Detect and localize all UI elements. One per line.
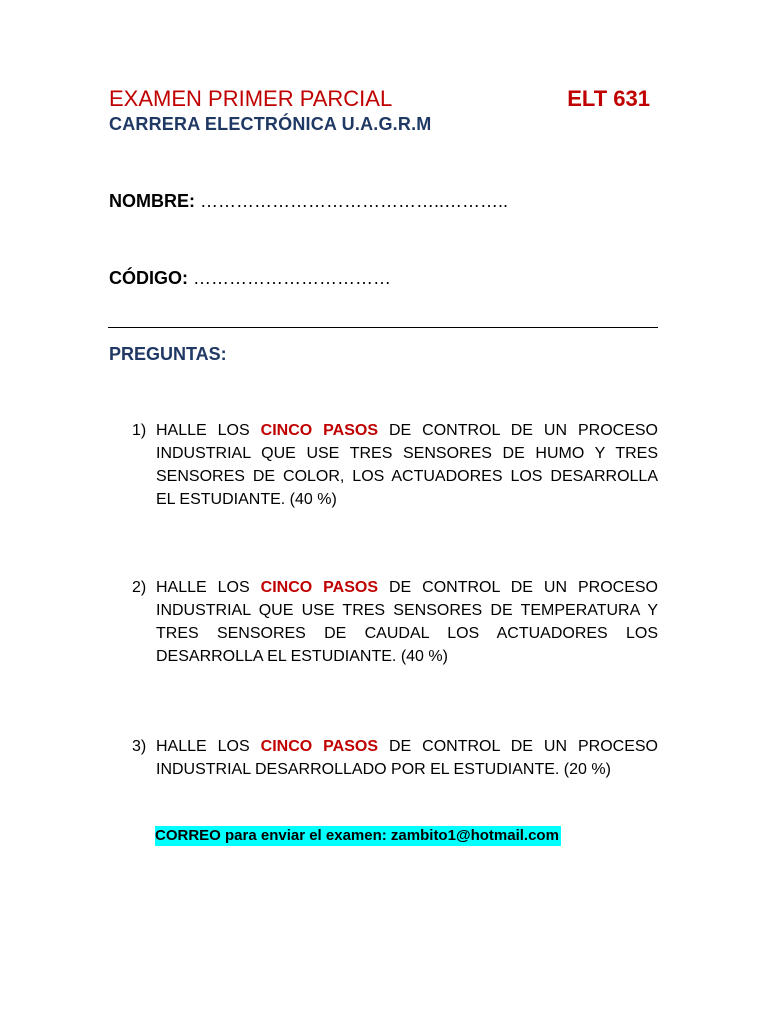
code-label: CÓDIGO: bbox=[109, 268, 188, 288]
question-text bbox=[156, 576, 658, 668]
question-item bbox=[132, 576, 658, 668]
name-field bbox=[109, 191, 508, 212]
question-text-end: DE CONTROL DE UN PROCESO INDUSTRIAL DESARROLLADO POR EL ESTUDIANTE. (20 %) bbox=[156, 738, 658, 778]
code-field bbox=[109, 268, 391, 289]
name-label: NOMBRE: bbox=[109, 191, 195, 211]
question-text-end: DE CONTROL DE UN PROCESO INDUSTRIAL QUE USE TRES SENSORES DE TEMPERATURA Y TRES SENSORES DE CAUDAL LOS ACTUADORES LOS DESARROLLA EL ESTUDIANTE. (40 %) bbox=[156, 579, 658, 665]
code-blank: …………………………… bbox=[188, 268, 392, 288]
name-blank: …………………………………..……….. bbox=[195, 191, 509, 211]
exam-title: EXAMEN PRIMER PARCIAL bbox=[109, 86, 393, 111]
question-emphasis: CINCO PASOS bbox=[260, 738, 378, 755]
question-number: 3) bbox=[132, 738, 147, 755]
question-text-start: HALLE LOS bbox=[156, 738, 261, 755]
career-subtitle: CARRERA ELECTRÓNICA U.A.G.R.M bbox=[109, 114, 432, 134]
question-number: 2) bbox=[132, 579, 147, 596]
question-text bbox=[156, 419, 658, 511]
question-item bbox=[132, 735, 658, 781]
question-emphasis: CINCO PASOS bbox=[260, 579, 378, 596]
question-number: 1) bbox=[132, 422, 147, 439]
question-text-end: DE CONTROL DE UN PROCESO INDUSTRIAL QUE USE TRES SENSORES DE HUMO Y TRES SENSORES DE COLOR, LOS ACTUADORES LOS DESARROLLA EL ESTUDIANTE. (40 %) bbox=[156, 422, 658, 508]
questions-heading: PREGUNTAS: bbox=[109, 344, 227, 364]
question-text-start: HALLE LOS bbox=[156, 579, 261, 596]
title-row bbox=[109, 86, 654, 116]
question-emphasis: CINCO PASOS bbox=[260, 422, 378, 439]
question-text-start: HALLE LOS bbox=[156, 422, 261, 439]
question-item bbox=[132, 419, 658, 511]
divider-line bbox=[108, 327, 658, 328]
question-text bbox=[156, 735, 658, 781]
email-note: CORREO para enviar el examen: zambito1@hotmail.com bbox=[155, 827, 559, 844]
course-code: ELT 631 bbox=[567, 86, 650, 111]
